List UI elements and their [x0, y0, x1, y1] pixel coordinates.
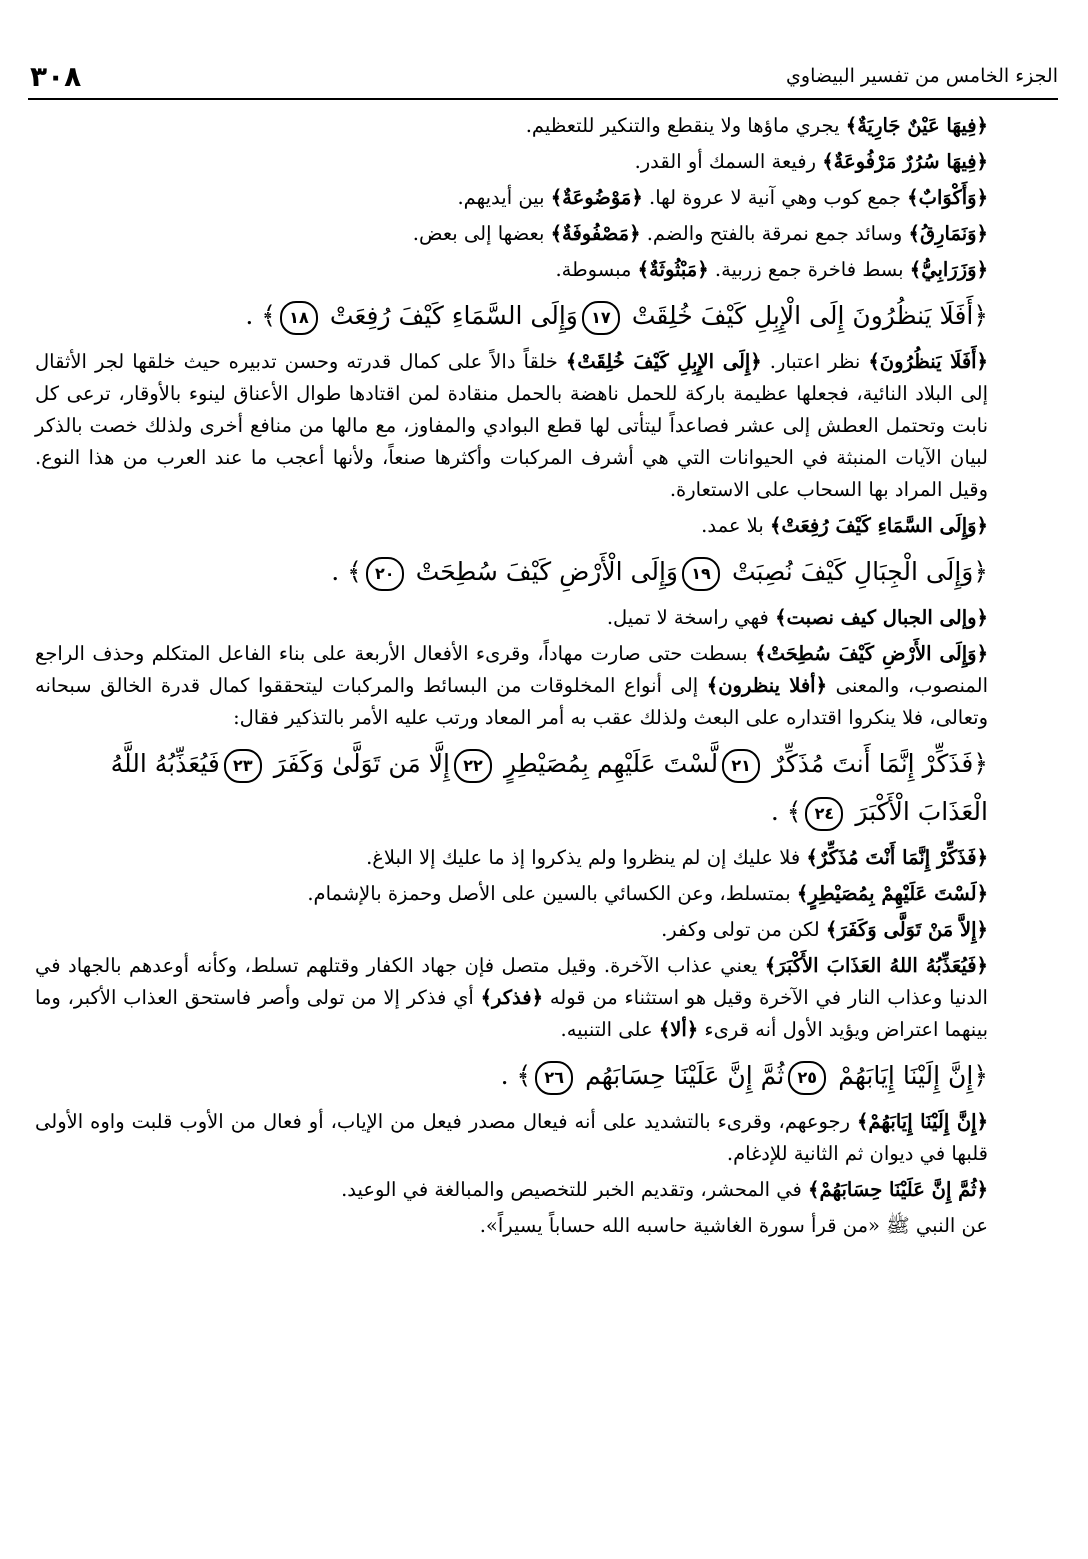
quoted-lemma: ﴿فِيهَا عَيْنٌ جَارِيَةٌ﴾ — [845, 114, 988, 137]
header-divider — [28, 98, 1058, 100]
commentary-text: مبسوطة. — [555, 258, 638, 281]
verse-text: ﴿أَفَلَا يَنظُرُونَ إِلَى الْإِبِلِ كَيْفَ خُلِقَتْ — [631, 301, 988, 330]
quoted-lemma: ﴿أَفَلَا يَنظُرُونَ﴾ — [868, 350, 988, 373]
quoted-lemma: ﴿وإلى الجبال كيف نصبت﴾ — [775, 606, 988, 629]
verse-text: ﴾ . — [245, 301, 276, 330]
verse-text: ﴾ . — [331, 557, 362, 586]
ayah-number-marker: ١٩ — [682, 557, 720, 591]
quoted-lemma: ﴿أفلا ينظرون﴾ — [706, 674, 828, 697]
ayah-number-marker: ٢٤ — [805, 797, 843, 831]
commentary-text: فلا عليك إن لم ينظروا ولم يذكروا إذ ما عليك إلا البلاغ. — [366, 846, 807, 869]
quran-verse-line — [35, 740, 1048, 836]
commentary-text: خلقاً دالاً على كمال قدرته وحسن تدبيره حيث خلقها لجر الأثقال إلى البلاد النائية، فجعلها عظيمة باركة للحمل ناهضة بالحمل منقادة لمن اقتادها طوال الأعناق لينوء بالأوقار، ترعى كل نابت وتحتمل العطش إلى عشر فصاعداً ليتأتى لها قطع البوادي والمفاوز، مع مالها من منافع أخرى ولذلك خصت بالذكر لبيان الآيات المنبثة في الحيوانات التي هي أشرف المركبات وأكثرها صنعاً، ولأنها أعجب ما عند العرب من هذا النوع. وقيل المراد بها السحاب على الاستعارة. — [35, 350, 988, 501]
commentary-paragraph — [35, 346, 1048, 506]
commentary-text: في المحشر، وتقديم الخبر للتخصيص والمبالغة في الوعيد. — [341, 1178, 809, 1201]
commentary-text: أي فذكر إلا من تولى وأصر فاستحق العذاب الأكبر، وما بينهما اعتراض ويؤيد الأول أنه قرىء — [35, 986, 988, 1041]
commentary-text: يعني عذاب الآخرة. وقيل متصل فإن جهاد الكفار وقتلهم تسلط، وكأنه أوعدهم بالجهاد في الدنيا وعذاب النار في الآخرة وقيل هو استثناء من قوله — [35, 954, 988, 1009]
commentary-text: رجوعهم، وقرىء بالتشديد على أنه فيعال مصدر فيعل من الإياب، أو فعال من الأوب قلبت واوه الأولى قلبها في ديوان ثم الثانية للإدغام. — [35, 1110, 988, 1165]
verse-text: ثُمَّ إِنَّ عَلَيْنَا حِسَابَهُم — [585, 1061, 785, 1090]
verse-text: ﴿وَإِلَى الْجِبَالِ كَيْفَ نُصِبَتْ — [731, 557, 988, 586]
commentary-text: بلا عمد. — [701, 514, 770, 537]
quoted-lemma: ﴿ثُمَّ إِنَّ عَلَيْنَا حِسَابَهُمْ﴾ — [808, 1178, 988, 1201]
quoted-lemma: ﴿ألا﴾ — [658, 1018, 699, 1041]
commentary-text: عن النبي ﷺ «من قرأ سورة الغاشية حاسبه الله حساباً يسيراً». — [479, 1214, 988, 1237]
commentary-paragraph — [35, 878, 1048, 910]
quran-verse-line — [35, 548, 1048, 596]
verse-text: لَّسْتَ عَلَيْهِم بِمُصَيْطِرٍ — [503, 749, 719, 778]
quran-verse-line — [35, 1052, 1048, 1100]
commentary-paragraph — [35, 218, 1048, 250]
commentary-body — [35, 110, 1048, 1530]
quoted-lemma: ﴿فذكر﴾ — [480, 986, 544, 1009]
quran-verse-line — [35, 292, 1048, 340]
commentary-paragraph — [35, 146, 1048, 178]
quoted-lemma: ﴿مَبْثُوثَةٌ﴾ — [637, 258, 709, 281]
verse-text: ﴾ . — [770, 797, 802, 826]
commentary-text: جمع كوب وهي آنية لا عروة لها. — [642, 186, 908, 209]
quoted-lemma: ﴿إِلَى الإِبِلِ كَيْفَ خُلِقَتْ﴾ — [565, 350, 762, 373]
quoted-lemma: ﴿فَيُعَذِّبُهُ اللهُ العَذَابَ الأَكْبَرَ﴾ — [764, 954, 988, 977]
page-number: ٣٠٨ — [30, 59, 82, 93]
commentary-paragraph — [35, 914, 1048, 946]
ayah-number-marker: ٢٣ — [224, 749, 262, 783]
quoted-lemma: ﴿وَإِلَى السَّمَاءِ كَيْفَ رُفِعَتْ﴾ — [769, 514, 988, 537]
commentary-text: بعضها إلى بعض. — [412, 222, 551, 245]
commentary-paragraph — [35, 182, 1048, 214]
quoted-lemma: ﴿مَوْضُوعَةٌ﴾ — [550, 186, 643, 209]
verse-text: ﴾ . — [500, 1061, 532, 1090]
commentary-text: بين أيديهم. — [457, 186, 551, 209]
ayah-number-marker: ١٨ — [280, 301, 318, 335]
quoted-lemma: ﴿وَزَرَابِيُّ﴾ — [909, 258, 988, 281]
commentary-paragraph — [35, 110, 1048, 142]
commentary-text: لكن من تولى وكفر. — [661, 918, 826, 941]
quoted-lemma: ﴿فَذَكِّرْ إِنَّمَا أَنْتَ مُذَكِّرٌ﴾ — [806, 846, 988, 869]
quoted-lemma: ﴿لَسْتَ عَلَيْهِمْ بِمُصَيْطِرٍ﴾ — [796, 882, 988, 905]
commentary-text: نظر اعتبار. — [761, 350, 869, 373]
quoted-lemma: ﴿وَنَمَارِقُ﴾ — [908, 222, 988, 245]
ayah-number-marker: ٢٦ — [535, 1061, 573, 1095]
verse-text: وَإِلَى الْأَرْضِ كَيْفَ سُطِحَتْ — [415, 557, 678, 586]
commentary-text: رفيعة السمك أو القدر. — [634, 150, 823, 173]
commentary-text: إلى أنواع المخلوقات من البسائط والمركبات ليتحققوا كمال قدرة الخالق سبحانه وتعالى، فلا ينكروا اقتداره على البعث ولذلك عقب به أمر المعاد ورتب عليه الأمر بالتذكير فقال: — [35, 674, 988, 729]
commentary-paragraph — [35, 1106, 1048, 1170]
verse-text: وَإِلَى السَّمَاءِ كَيْفَ رُفِعَتْ — [329, 301, 578, 330]
ayah-number-marker: ٢٢ — [454, 749, 492, 783]
commentary-text: بسطت حتى صارت مهاداً، وقرىء الأفعال الأربعة على بناء الفاعل المتكلم وحذف الراجع المنصوب، والمعنى — [35, 642, 988, 697]
verse-text: إِلَّا مَن تَوَلَّىٰ وَكَفَرَ — [273, 749, 450, 778]
ayah-number-marker: ١٧ — [582, 301, 620, 335]
commentary-paragraph — [35, 254, 1048, 286]
commentary-paragraph — [35, 842, 1048, 874]
commentary-text: على التنبيه. — [560, 1018, 659, 1041]
commentary-paragraph — [35, 1210, 1048, 1242]
commentary-paragraph — [35, 602, 1048, 634]
ayah-number-marker: ٢٥ — [788, 1061, 826, 1095]
commentary-text: يجري ماؤها ولا ينقطع والتنكير للتعظيم. — [525, 114, 846, 137]
commentary-paragraph — [35, 638, 1048, 734]
commentary-text: بمتسلط، وعن الكسائي بالسين على الأصل وحمزة بالإشمام. — [307, 882, 797, 905]
quoted-lemma: ﴿إِنَّ إِلَيْنَا إِيَابَهُمْ﴾ — [857, 1110, 988, 1133]
quoted-lemma: ﴿إِلاَّ مَنْ تَوَلَّى وَكَفَرَ﴾ — [825, 918, 988, 941]
commentary-text: وسائد جمع نمرقة بالفتح والضم. — [640, 222, 909, 245]
quoted-lemma: ﴿مَصْفُوفَةٌ﴾ — [550, 222, 641, 245]
ayah-number-marker: ٢١ — [722, 749, 760, 783]
page-header — [30, 58, 1058, 94]
commentary-paragraph — [35, 950, 1048, 1046]
commentary-paragraph — [35, 510, 1048, 542]
commentary-text: فهي راسخة لا تميل. — [606, 606, 776, 629]
running-title: الجزء الخامس من تفسير البيضاوي — [786, 65, 1058, 87]
quoted-lemma: ﴿وَأَكْوَابٌ﴾ — [907, 186, 988, 209]
commentary-text: بسط فاخرة جمع زربية. — [708, 258, 910, 281]
verse-text: ﴿إِنَّ إِلَيْنَا إِيَابَهُمْ — [838, 1061, 988, 1090]
ayah-number-marker: ٢٠ — [366, 557, 404, 591]
quoted-lemma: ﴿فِيهَا سُرُرٌ مَرْفُوعَةٌ﴾ — [822, 150, 988, 173]
verse-text: فَيُعَذِّبُهُ اللَّهُ الْعَذَابَ الْأَكْبَرَ — [110, 749, 988, 826]
commentary-paragraph — [35, 1174, 1048, 1206]
verse-text: ﴿فَذَكِّرْ إِنَّمَا أَنتَ مُذَكِّرٌ — [772, 749, 988, 778]
quoted-lemma: ﴿وَإِلَى الأَرْضِ كَيْفَ سُطِحَتْ﴾ — [755, 642, 989, 665]
